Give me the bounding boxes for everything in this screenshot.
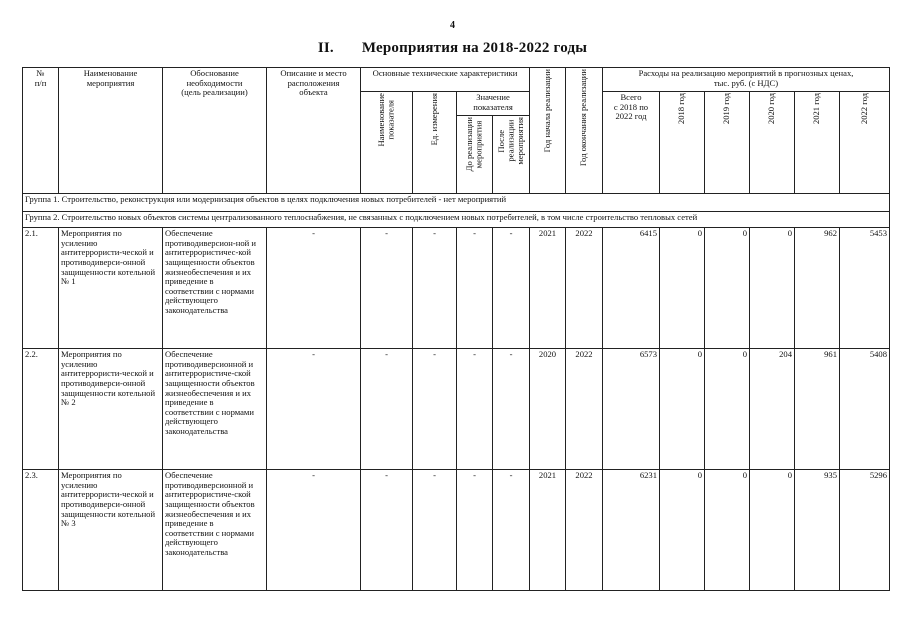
- row-basis: Обеспечение противодиверсион-ной и антитеррористичес-кой защищенности объектов жизнеобеспечения и их приведение в соответствии с нормами действующего законодательства: [163, 228, 267, 349]
- measures-table: [22, 67, 890, 591]
- row-total: 6231: [603, 470, 660, 591]
- header-costs: Расходы на реализацию мероприятий в прогнозных ценах, тыс. руб. (с НДС): [603, 68, 890, 92]
- header-2022: 2022 год: [840, 92, 890, 194]
- group-1-row: Группа 1. Строительство, реконструкция или модернизация объектов в целях подключения новых потребителей - нет мероприятий: [23, 194, 890, 212]
- page-title: [0, 40, 905, 57]
- row-before: -: [457, 470, 493, 591]
- row-2020: 0: [750, 228, 795, 349]
- row-year-start: 2020: [530, 349, 566, 470]
- row-description: -: [267, 349, 361, 470]
- row-basis: Обеспечение противодиверсионной и антитеррористиче-ской защищенности объектов жизнеобеспечения и их приведение в соответствии с нормами действующего законодательства: [163, 349, 267, 470]
- row-indicator: -: [361, 228, 413, 349]
- table-row: [23, 470, 890, 591]
- header-2020: 2020 год: [750, 92, 795, 194]
- row-after: -: [493, 349, 530, 470]
- row-2019: 0: [705, 470, 750, 591]
- row-basis: Обеспечение противодиверсионной и антитеррористиче-ской защищенности объектов жизнеобеспечения и их приведение в соответствии с нормами действующего законодательства: [163, 470, 267, 591]
- group-2-row: Группа 2. Строительство новых объектов системы централизованного теплоснабжения, не связанных с подключением новых потребителей, в том числе строительство тепловых сетей: [23, 212, 890, 228]
- row-year-end: 2022: [566, 470, 603, 591]
- row-description: -: [267, 228, 361, 349]
- row-num: 2.2.: [23, 349, 59, 470]
- section-title: Мероприятия на 2018-2022 годы: [361, 40, 588, 56]
- row-2020: 0: [750, 470, 795, 591]
- row-unit: -: [413, 349, 457, 470]
- row-2021: 962: [795, 228, 840, 349]
- row-unit: -: [413, 228, 457, 349]
- row-before: -: [457, 228, 493, 349]
- table-row: [23, 349, 890, 470]
- row-2022: 5408: [840, 349, 890, 470]
- row-year-start: 2021: [530, 228, 566, 349]
- header-year-start: Год начала реализации: [530, 68, 566, 194]
- header-num: № п/п: [23, 68, 59, 194]
- table-row: [23, 228, 890, 349]
- row-before: -: [457, 349, 493, 470]
- row-num: 2.1.: [23, 228, 59, 349]
- row-indicator: -: [361, 470, 413, 591]
- row-name: Мероприятия по усилению антитеррористи-ческой и противодиверси-онной защищенности котельной № 2: [59, 349, 163, 470]
- row-description: -: [267, 470, 361, 591]
- header-unit: Ед. измерения: [413, 92, 457, 194]
- header-description: Описание и место расположения объекта: [267, 68, 361, 194]
- row-indicator: -: [361, 349, 413, 470]
- header-indicator-name: Наименование показателя: [361, 92, 413, 194]
- row-2021: 961: [795, 349, 840, 470]
- row-num: 2.3.: [23, 470, 59, 591]
- row-2020: 204: [750, 349, 795, 470]
- row-2021: 935: [795, 470, 840, 591]
- header-indicator-value: Значение показателя: [457, 92, 530, 116]
- header-basis: Обоснование необходимости (цель реализации): [163, 68, 267, 194]
- header-year-end: Год окончания реализации: [566, 68, 603, 194]
- row-total: 6415: [603, 228, 660, 349]
- row-after: -: [493, 470, 530, 591]
- row-2018: 0: [660, 228, 705, 349]
- page-number: 4: [450, 20, 455, 31]
- header-tech: Основные технические характеристики: [361, 68, 530, 92]
- row-2022: 5453: [840, 228, 890, 349]
- row-total: 6573: [603, 349, 660, 470]
- header-2018: 2018 год: [660, 92, 705, 194]
- header-total: Всего с 2018 по 2022 год: [603, 92, 660, 194]
- header-after: После реализации мероприятия: [493, 116, 530, 194]
- row-2022: 5296: [840, 470, 890, 591]
- row-name: Мероприятия по усилению антитеррористи-ческой и противодиверси-онной защищенности котельной № 1: [59, 228, 163, 349]
- row-name: Мероприятия по усилению антитеррористи-ческой и противодиверси-онной защищенности котельной № 3: [59, 470, 163, 591]
- row-unit: -: [413, 470, 457, 591]
- row-2019: 0: [705, 349, 750, 470]
- row-year-end: 2022: [566, 228, 603, 349]
- row-after: -: [493, 228, 530, 349]
- row-2018: 0: [660, 470, 705, 591]
- row-2019: 0: [705, 228, 750, 349]
- row-year-start: 2021: [530, 470, 566, 591]
- header-before: До реализации мероприятия: [457, 116, 493, 194]
- row-year-end: 2022: [566, 349, 603, 470]
- header-2021: 2021 год: [795, 92, 840, 194]
- header-name: Наименование мероприятия: [59, 68, 163, 194]
- section-number: II.: [317, 40, 334, 56]
- header-2019: 2019 год: [705, 92, 750, 194]
- row-2018: 0: [660, 349, 705, 470]
